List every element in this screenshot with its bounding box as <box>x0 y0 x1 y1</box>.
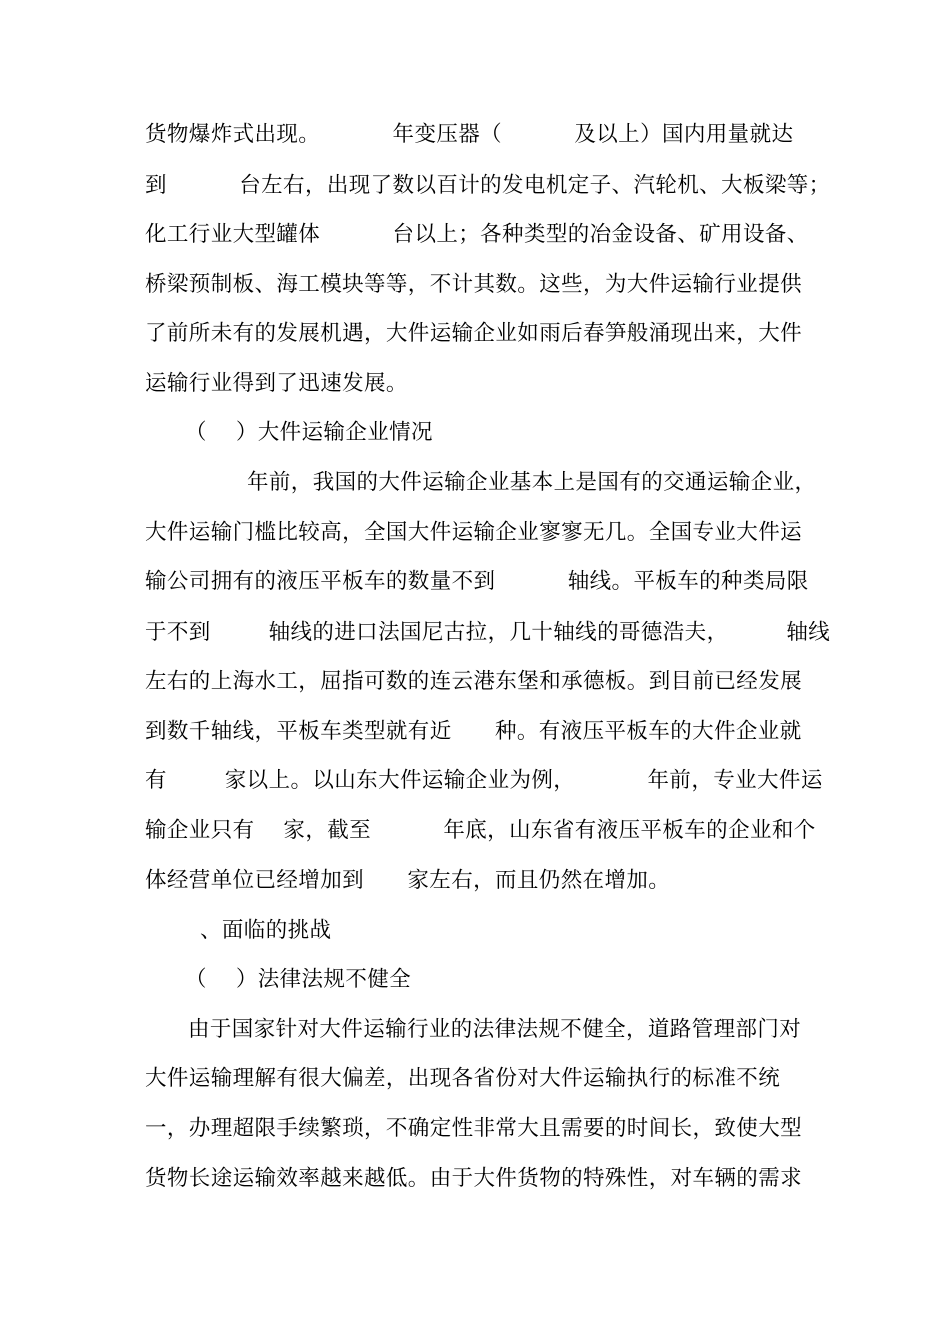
text-line: 大件运输门槛比较高，全国大件运输企业寥寥无几。全国专业大件运 <box>145 520 803 545</box>
text-line: 体经营单位已经增加到 家左右，而且仍然在增加。 <box>145 868 671 893</box>
text-line: 到 台左右，出现了数以百计的发电机定子、汽轮机、大板梁等； <box>145 173 831 198</box>
text-line: 输企业只有 家，截至 年底，山东省有液压平板车的企业和个 <box>145 818 816 843</box>
text-line: 了前所未有的发展机遇，大件运输企业如雨后春笋般涌现出来，大件 <box>145 321 803 346</box>
subsection-heading: （ ）法律法规不健全 <box>185 967 412 992</box>
section-heading: （ ）大件运输企业情况 <box>185 420 433 445</box>
text-line: 大件运输理解有很大偏差，出现各省份对大件运输执行的标准不统 <box>145 1066 781 1091</box>
text-line: 于不到 轴线的进口法国尼古拉，几十轴线的哥德浩夫， 轴线 <box>145 620 831 645</box>
text-line: 有 家以上。以山东大件运输企业为例， 年前，专业大件运 <box>145 768 823 793</box>
text-line: 货物长途运输效率越来越低。由于大件货物的特殊性，对车辆的需求 <box>145 1166 803 1191</box>
text-line: 由于国家针对大件运输行业的法律法规不健全，道路管理部门对 <box>188 1017 802 1042</box>
text-line: 化工行业大型罐体 台以上；各种类型的冶金设备、矿用设备、 <box>145 222 809 247</box>
text-line: 到数千轴线，平板车类型就有近 种。有液压平板车的大件企业就 <box>145 719 802 744</box>
section-heading: 、面临的挑战 <box>200 918 332 943</box>
text-line: 年前，我国的大件运输企业基本上是国有的交通运输企业， <box>247 470 817 495</box>
text-line: 输公司拥有的液压平板车的数量不到 轴线。平板车的种类局限 <box>145 569 809 594</box>
text-line: 一，办理超限手续繁琐，不确定性非常大且需要的时间长，致使大型 <box>145 1116 803 1141</box>
text-line: 桥梁预制板、海工模块等等，不计其数。这些，为大件运输行业提供 <box>145 272 803 297</box>
text-line: 左右的上海水工，屈指可数的连云港东堡和承德板。到目前已经发展 <box>145 669 803 694</box>
text-line: 运输行业得到了迅速发展。 <box>145 371 408 396</box>
text-line: 货物爆炸式出现。 年变压器（ 及以上）国内用量就达 <box>145 122 794 147</box>
